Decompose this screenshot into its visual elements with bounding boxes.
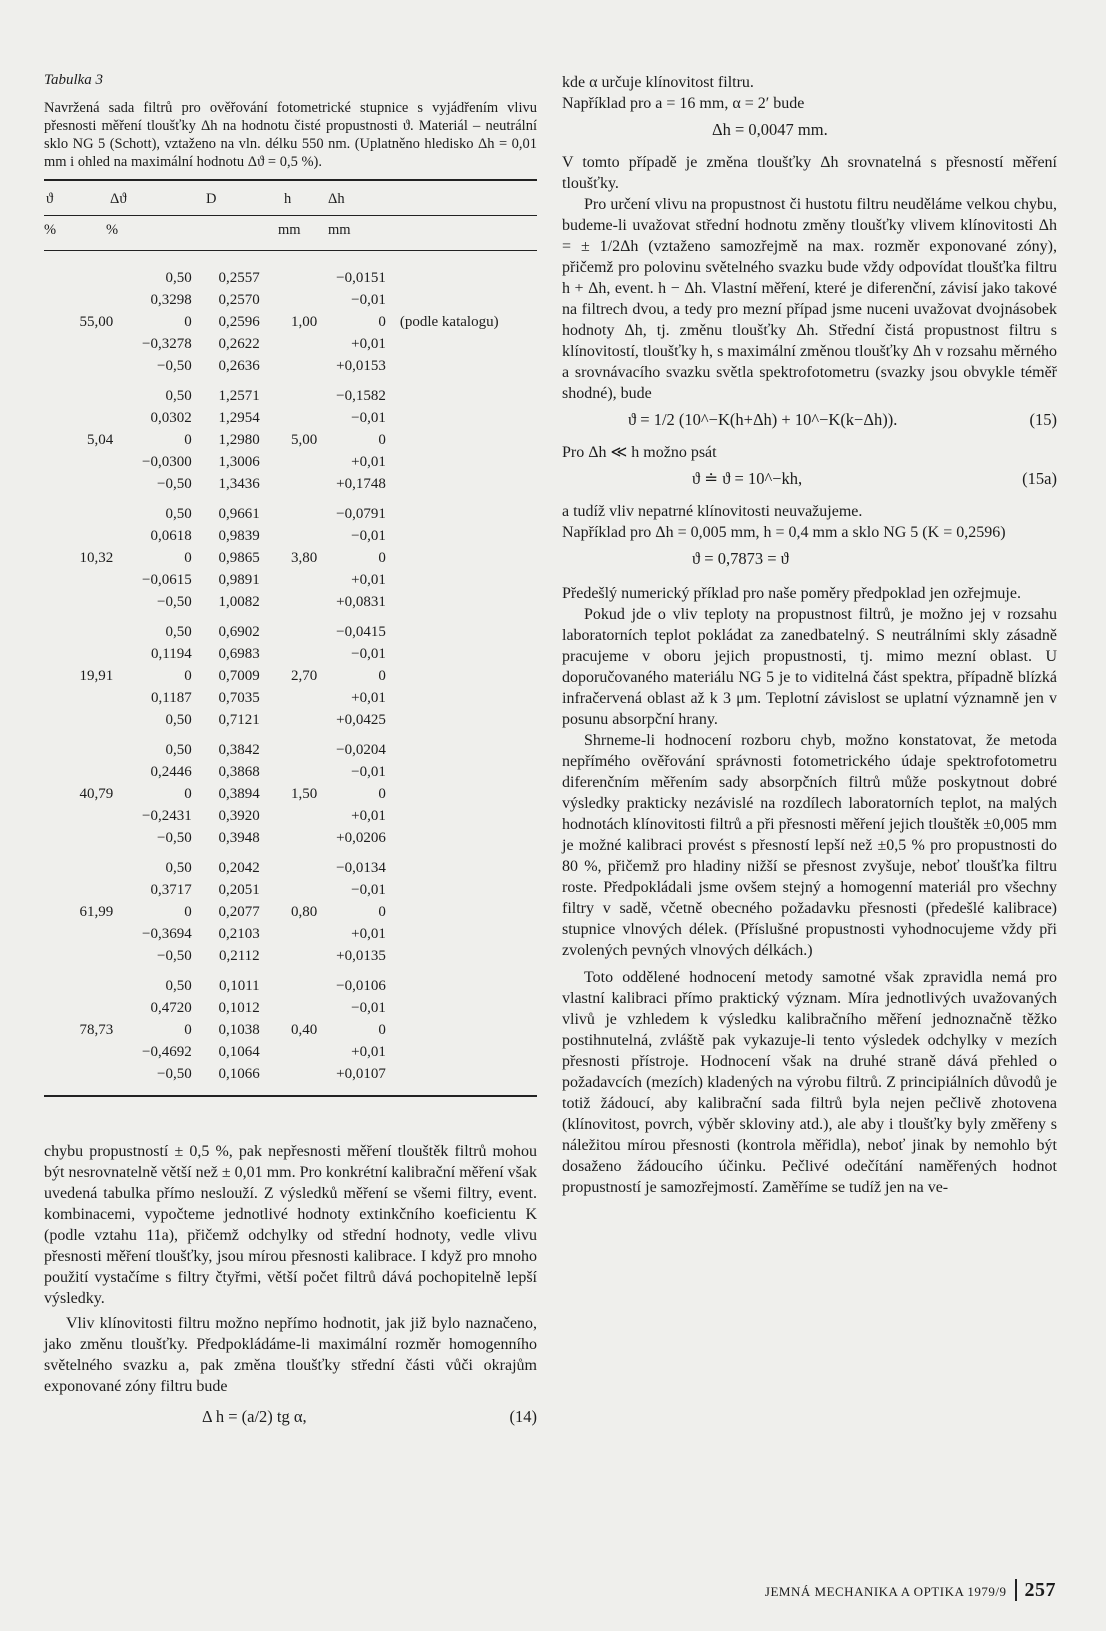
right-para-predesly: Předešlý numerický příklad pro naše poměry předpoklad jen ozřejmuje. [562, 585, 1021, 602]
table-header [44, 181, 537, 207]
cell-delta-h: −0,0134 [336, 860, 386, 876]
cell-h [260, 503, 318, 525]
cell-d: 1,3436 [218, 476, 260, 492]
cell-d: 0,9865 [218, 550, 260, 566]
table-row [44, 761, 537, 783]
cell-theta: 5,04 [87, 432, 114, 448]
cell-delta-h: −0,01 [351, 764, 386, 780]
table-row [44, 945, 537, 967]
table-row [44, 805, 537, 827]
cell-theta [44, 591, 121, 613]
cell-note [386, 1019, 537, 1041]
cell-d: 0,2596 [218, 314, 260, 330]
table-row [44, 857, 537, 879]
cell-h: 3,80 [291, 550, 318, 566]
cell-h [260, 289, 318, 311]
cell-delta-theta: −0,4692 [142, 1044, 192, 1060]
table-title: Tabulka 3 [44, 72, 104, 88]
cell-delta-theta: 0,0302 [150, 410, 192, 426]
group-spacer [44, 495, 537, 503]
cell-delta-h: −0,0791 [336, 506, 386, 522]
cell-h [260, 569, 318, 591]
cell-d: 0,1064 [218, 1044, 260, 1060]
table-row [44, 451, 537, 473]
cell-h [260, 805, 318, 827]
cell-delta-h: −0,01 [351, 646, 386, 662]
cell-delta-theta: 0,50 [165, 388, 192, 404]
cell-note [386, 473, 537, 495]
table-row [44, 665, 537, 687]
cell-delta-theta: 0,1194 [151, 646, 192, 662]
cell-delta-h: +0,01 [351, 1044, 386, 1060]
cell-theta [44, 267, 121, 289]
cell-delta-theta: −0,50 [157, 594, 192, 610]
cell-h [260, 643, 318, 665]
cell-note [386, 569, 537, 591]
cell-h [260, 621, 318, 643]
cell-delta-h: +0,0107 [336, 1066, 386, 1082]
table-row [44, 591, 537, 613]
cell-h [260, 761, 318, 783]
table-row [44, 621, 537, 643]
cell-d: 0,9891 [218, 572, 260, 588]
cell-note [386, 665, 537, 687]
cell-theta [44, 473, 121, 495]
cell-d: 1,0082 [218, 594, 260, 610]
cell-theta [44, 761, 121, 783]
cell-theta [44, 451, 121, 473]
cell-note: (podle katalogu) [399, 314, 499, 330]
table-row [44, 827, 537, 849]
cell-delta-h: +0,01 [351, 690, 386, 706]
cell-h: 5,00 [291, 432, 318, 448]
equation-result [562, 549, 1057, 575]
table-units-rule [44, 250, 537, 251]
cell-theta [44, 739, 121, 761]
table-row [44, 355, 537, 377]
cell-d: 0,3868 [218, 764, 260, 780]
cell-delta-theta: −0,50 [157, 948, 192, 964]
cell-note [386, 827, 537, 849]
table-row [44, 687, 537, 709]
cell-delta-h: −0,01 [351, 410, 386, 426]
cell-delta-h: −0,01 [351, 1000, 386, 1016]
table-row [44, 333, 537, 355]
table-row [44, 1019, 537, 1041]
cell-h [260, 975, 318, 997]
header-delta-h: Δh [328, 191, 345, 207]
table-row [44, 267, 537, 289]
cell-delta-theta: −0,50 [157, 476, 192, 492]
cell-note [386, 525, 537, 547]
cell-h [260, 879, 318, 901]
cell-delta-theta: −0,2431 [142, 808, 192, 824]
table-row [44, 525, 537, 547]
cell-theta [44, 643, 121, 665]
table-row [44, 783, 537, 805]
cell-d: 0,7035 [218, 690, 260, 706]
cell-delta-h: +0,0425 [336, 712, 386, 728]
cell-d: 0,9839 [218, 528, 260, 544]
unit-h: mm [278, 222, 301, 238]
cell-delta-theta: 0,4720 [150, 1000, 192, 1016]
table-row [44, 997, 537, 1019]
cell-d: 0,1066 [218, 1066, 260, 1082]
cell-delta-h: 0 [378, 668, 386, 684]
cell-note [386, 739, 537, 761]
cell-theta [44, 945, 121, 967]
table-row [44, 429, 537, 451]
table-row [44, 1041, 537, 1063]
left-paragraph-2: Vliv klínovitosti filtru možno nepřímo hodnotit, jak již bylo naznačeno, jako změnu tloušťky. Předpokládáme-li maximální rozměr homogenního světelného svazku a, pak změna tloušťky střední části vůči okrajům exponované zóny filtru bude [44, 1315, 537, 1395]
cell-h [260, 709, 318, 731]
table-units [44, 216, 537, 242]
cell-theta: 40,79 [79, 786, 114, 802]
group-spacer [44, 967, 537, 975]
left-column [44, 72, 537, 1439]
cell-h [260, 687, 318, 709]
cell-note [386, 267, 537, 289]
cell-theta [44, 385, 121, 407]
cell-note [386, 975, 537, 997]
cell-note [386, 761, 537, 783]
cell-delta-theta: 0,3717 [150, 882, 192, 898]
cell-delta-theta: 0,50 [165, 624, 192, 640]
cell-theta [44, 407, 121, 429]
table-row [44, 923, 537, 945]
cell-delta-theta: 0,3298 [150, 292, 192, 308]
cell-delta-theta: 0,50 [165, 506, 192, 522]
cell-delta-h: +0,01 [351, 572, 386, 588]
header-delta-theta: Δϑ [110, 191, 127, 207]
cell-h [260, 827, 318, 849]
cell-h: 2,70 [291, 668, 318, 684]
cell-note [386, 997, 537, 1019]
table-row [44, 1063, 537, 1085]
cell-d: 0,6902 [218, 624, 260, 640]
right-para-oddelene: Toto oddělené hodnocení metody samotné však zpravidla nemá pro vlastní kalibraci přímo praktický význam. Míra jednotlivých uvažovaných vlivů je vzhledem k výsledku kalibračního měření jednoznačně těžko postihnutelná, zvláště pak vykazuje-li tento výsledek odchylky v mezích přesnosti přístroje. Hodnocení však na druhé straně dává přehled o požadavcích (mezích) kladených na výrobu filtrů. Z principiálních důvodů je totiž žádoucí, aby kalibrační sada filtrů byla nejen pečlivě zhotovena (klínovitost, povrch, výběr skloviny atd.), ale aby i tloušťky byly změřeny s náležitou mírou přesnosti (kontrola měřidla), neboť jinak by nemohlo být dosaženo žádoucího účinku. Pečlivé odečítání naměřených hodnot propustností je samozřejmostí. Zaměříme se tudíž jen na ve- [562, 969, 1057, 1196]
cell-note [386, 1041, 537, 1063]
cell-theta: 61,99 [79, 904, 114, 920]
cell-h [260, 525, 318, 547]
cell-delta-h: −0,0151 [336, 270, 386, 286]
unit-theta: % [44, 222, 57, 238]
cell-theta [44, 1041, 121, 1063]
right-para-tudiz: a tudíž vliv nepatrné klínovitosti neuvažujeme. [562, 503, 863, 520]
cell-d: 0,7121 [218, 712, 260, 728]
cell-theta [44, 333, 121, 355]
table-row [44, 503, 537, 525]
table-row [44, 385, 537, 407]
cell-theta [44, 355, 121, 377]
left-paragraph-1: chybu propustností ± 0,5 %, pak nepřesnosti měření tlouštěk filtrů mohou být nesrovnatelně větší než ± 0,01 mm. Pro konkrétní kalibrační měření však uvedená tabulka přímo neslouží. Z výsledků měření se všemi filtry, event. kombinacemi, vypočteme jednotlivé hodnoty extinkčního koeficientu K (podle vztahu 11a), přičemž odchylky od střední hodnoty, vedle vlivu přesnosti měření tloušťky, jsou mírou přesnosti kalibrace. I když pro mnoho použití vystačíme s filtry čtyřmi, větší počet filtrů dává pochopitelně lepší výsledky. [44, 1143, 537, 1307]
cell-h: 1,50 [291, 786, 318, 802]
cell-delta-h: +0,01 [351, 454, 386, 470]
cell-note [386, 923, 537, 945]
cell-h [260, 473, 318, 495]
equation-15-number: (15) [1029, 410, 1057, 429]
cell-h [260, 739, 318, 761]
cell-theta [44, 857, 121, 879]
equation-result-body: ϑ = 0,7873 = ϑ [692, 549, 789, 568]
cell-d: 1,2571 [218, 388, 260, 404]
cell-note [386, 621, 537, 643]
cell-delta-theta: 0 [184, 432, 192, 448]
cell-d: 1,2954 [218, 410, 260, 426]
cell-delta-h: 0 [378, 786, 386, 802]
right-para-urceni: Pro určení vlivu na propustnost či hustotu filtru neuděláme velkou chybu, budeme-li uvažovat střední hodnotu změny tloušťky vlivem klínovitosti Δh = ± 1/2Δh (vztaženo samozřejmě na max. rozměr exponované zóny), přičemž pro polovinu světelného svazku bude vždy odpovídat tloušťka filtru h + Δh, event. h − Δh. Vlastní měření, které je diferenční, závisí jako takové na filtrech dvou, a tedy pro mezní případ jsme nuceni uvažovat dvojnásobek hodnoty Δh, tj. změnu tloušťky Δh. Střední čistá propustnost filtru s klínovitostí, tloušťky h, s maximální změnou tloušťky Δh v rozsahu měrného a srovnávacího svazku světla spektrofotometru (svazky jsou obvykle téměř shodné), bude [562, 196, 1057, 402]
cell-d: 0,2103 [218, 926, 260, 942]
cell-d: 0,3920 [218, 808, 260, 824]
cell-h [260, 591, 318, 613]
journal-name: JEMNÁ MECHANIKA A OPTIKA 1979/9 [764, 1584, 1007, 1599]
cell-note [386, 591, 537, 613]
cell-h [260, 1063, 318, 1085]
cell-delta-h: −0,01 [351, 528, 386, 544]
cell-theta [44, 687, 121, 709]
cell-d: 0,6983 [218, 646, 260, 662]
equation-14-number: (14) [509, 1407, 537, 1426]
cell-theta: 10,32 [79, 550, 114, 566]
table-row [44, 473, 537, 495]
cell-delta-h: 0 [378, 314, 386, 330]
cell-h [260, 267, 318, 289]
cell-delta-h: −0,0106 [336, 978, 386, 994]
cell-d: 0,2112 [218, 948, 260, 964]
cell-note [386, 643, 537, 665]
table-row [44, 547, 537, 569]
cell-note [386, 805, 537, 827]
cell-d: 0,2077 [218, 904, 260, 920]
cell-h: 1,00 [291, 314, 318, 330]
right-para-pro-dh: Pro Δh ≪ h možno psát [562, 444, 717, 461]
cell-delta-theta: 0 [184, 550, 192, 566]
cell-note [386, 451, 537, 473]
cell-delta-h: +0,1748 [336, 476, 386, 492]
table-row [44, 643, 537, 665]
cell-note [386, 289, 537, 311]
right-para-shrneme: Shrneme-li hodnocení rozboru chyb, možno konstatovat, že metoda nepřímého ověřování správnosti fotometrického údaje spektrofotometru diferenčním měřením sady absorpčních filtrů může poskytnout dobré výsledky prakticky nezávislé na rozdílech laboratorních teplot, na malých hodnotách klínovitosti filtrů a při přesnosti měření jejich tlouštěk ±0,005 mm je možné kalibraci provést s přesností lepší než ±0,5 % pro propustnosti do 80 %, přičemž pro hladiny nižší se přesnost zvyšuje, neboť tloušťka filtru roste. Předpokládali jsme ovšem stejný a homogenní materiál pro všechny filtry v sadě, včetně obecného požadavku přesnosti (předešlé kalibrace) stupnice vlnových délek. (Příslušné propustnosti vyhodnocujeme vždy při zvolených pevných vlnových délkách.) [562, 732, 1057, 959]
cell-d: 0,3948 [218, 830, 260, 846]
cell-delta-theta: 0 [184, 904, 192, 920]
equation-dh-body: Δh = 0,0047 mm. [712, 120, 828, 139]
equation-14 [44, 1407, 537, 1433]
cell-note [386, 783, 537, 805]
table-row [44, 901, 537, 923]
cell-delta-theta: 0 [184, 314, 192, 330]
cell-note [386, 709, 537, 731]
cell-delta-h: +0,01 [351, 336, 386, 352]
cell-delta-h: +0,0206 [336, 830, 386, 846]
table-row [44, 407, 537, 429]
cell-note [386, 385, 537, 407]
cell-h [260, 945, 318, 967]
cell-d: 0,2622 [218, 336, 260, 352]
cell-delta-theta: 0,50 [165, 270, 192, 286]
cell-d: 0,2557 [218, 270, 260, 286]
cell-h [260, 333, 318, 355]
cell-delta-theta: −0,50 [157, 830, 192, 846]
cell-h [260, 407, 318, 429]
cell-d: 0,1012 [218, 1000, 260, 1016]
cell-delta-theta: 0 [184, 786, 192, 802]
cell-note [386, 857, 537, 879]
cell-d: 1,2980 [218, 432, 260, 448]
equation-15a [562, 469, 1057, 495]
cell-theta [44, 289, 121, 311]
cell-theta [44, 997, 121, 1019]
cell-delta-theta: 0,2446 [150, 764, 192, 780]
cell-delta-theta: 0,50 [165, 860, 192, 876]
cell-theta: 19,91 [79, 668, 114, 684]
cell-delta-h: +0,01 [351, 926, 386, 942]
equation-15-body: ϑ = 1/2 (10^−K(h+Δh) + 10^−K(k−Δh)). [628, 410, 898, 429]
cell-d: 0,2636 [218, 358, 260, 374]
cell-h [260, 997, 318, 1019]
cell-delta-h: 0 [378, 550, 386, 566]
cell-theta [44, 525, 121, 547]
cell-delta-theta: 0,0618 [150, 528, 192, 544]
cell-theta [44, 975, 121, 997]
equation-dh [562, 120, 1057, 146]
page-number: 257 [1015, 1579, 1057, 1601]
cell-delta-theta: −0,0615 [142, 572, 192, 588]
cell-theta [44, 879, 121, 901]
table-caption: Navržená sada filtrů pro ověřování fotometrické stupnice s vyjádřením vlivu přesnosti měření tloušťky Δh na hodnotu čisté propustnosti ϑ. Materiál – neutrální sklo NG 5 (Schott), vztaženo na vln. délku 550 nm. (Uplatněno hledisko Δh = 0,01 mm i ohled na maximální hodnotu Δϑ = 0,5 %). [44, 100, 537, 170]
group-spacer [44, 613, 537, 621]
equation-15 [562, 410, 1057, 436]
cell-theta [44, 805, 121, 827]
cell-delta-theta: 0 [184, 1022, 192, 1038]
table-row [44, 311, 537, 333]
group-spacer [44, 731, 537, 739]
cell-delta-theta: 0,50 [165, 978, 192, 994]
cell-delta-h: −0,1582 [336, 388, 386, 404]
cell-delta-theta: −0,3694 [142, 926, 192, 942]
cell-theta [44, 621, 121, 643]
cell-h [260, 1041, 318, 1063]
cell-delta-h: −0,01 [351, 292, 386, 308]
cell-theta [44, 827, 121, 849]
table-row [44, 569, 537, 591]
cell-delta-h: 0 [378, 904, 386, 920]
table-row [44, 975, 537, 997]
cell-note [386, 945, 537, 967]
right-para-napriklad: Například pro a = 16 mm, α = 2′ bude [562, 95, 805, 112]
cell-d: 1,3006 [218, 454, 260, 470]
header-theta: ϑ [46, 191, 54, 207]
cell-h [260, 385, 318, 407]
cell-d: 0,3842 [218, 742, 260, 758]
cell-theta [44, 1063, 121, 1085]
cell-delta-theta: −0,3278 [142, 336, 192, 352]
cell-theta: 78,73 [79, 1022, 114, 1038]
right-para-kde: kde α určuje klínovitost filtru. [562, 74, 754, 91]
equation-14-body: Δ h = (a/2) tg α, [202, 1407, 307, 1426]
cell-d: 0,2042 [218, 860, 260, 876]
cell-delta-theta: 0 [184, 668, 192, 684]
table-row [44, 739, 537, 761]
cell-note [386, 333, 537, 355]
cell-d: 0,2051 [218, 882, 260, 898]
unit-delta-h: mm [328, 222, 351, 238]
right-para-teplota: Pokud jde o vliv teploty na propustnost filtrů, je možno jej v rozsahu laboratorních teplot pokládat za zanedbatelný. S neutrálními skly zásadně pracujeme v oboru jejich propustnosti, tj. mimo mezní oblast. U doporučovaného materiálu NG 5 je to viditelná část spektra, případně blízká infračervená oblast až k 3 μm. Teplotní závislost se uplatní významně jen v posunu absorpční hrany. [562, 606, 1057, 728]
cell-delta-theta: 0,1187 [151, 690, 192, 706]
cell-note [386, 687, 537, 709]
cell-d: 0,9661 [218, 506, 260, 522]
cell-d: 0,7009 [218, 668, 260, 684]
right-column [562, 72, 1057, 1198]
cell-delta-theta: −0,50 [157, 1066, 192, 1082]
equation-15a-body: ϑ ≐ ϑ = 10^−kh, [692, 469, 803, 488]
cell-h [260, 923, 318, 945]
cell-note [386, 355, 537, 377]
cell-delta-h: +0,0831 [336, 594, 386, 610]
cell-h [260, 355, 318, 377]
header-h: h [284, 191, 292, 207]
cell-theta [44, 923, 121, 945]
cell-note [386, 1063, 537, 1085]
cell-delta-h: +0,0153 [336, 358, 386, 374]
equation-15a-number: (15a) [1022, 469, 1057, 488]
cell-d: 0,1011 [218, 978, 260, 994]
cell-d: 0,1038 [218, 1022, 260, 1038]
cell-h [260, 857, 318, 879]
table-row [44, 879, 537, 901]
cell-delta-theta: −0,50 [157, 358, 192, 374]
cell-h [260, 451, 318, 473]
right-para-napriklad-2: Například pro Δh = 0,005 mm, h = 0,4 mm a sklo NG 5 (K = 0,2596) [562, 524, 1006, 541]
cell-h: 0,40 [291, 1022, 318, 1038]
table-row [44, 289, 537, 311]
cell-d: 0,2570 [218, 292, 260, 308]
cell-d: 0,3894 [218, 786, 260, 802]
cell-delta-h: +0,0135 [336, 948, 386, 964]
cell-theta: 55,00 [79, 314, 114, 330]
table-row [44, 709, 537, 731]
cell-delta-theta: 0,50 [165, 712, 192, 728]
cell-note [386, 503, 537, 525]
cell-delta-theta: −0,0300 [142, 454, 192, 470]
cell-h: 0,80 [291, 904, 318, 920]
right-para-tomto: V tomto případě je změna tloušťky Δh srovnatelná s přesností měření tloušťky. [562, 154, 1057, 192]
cell-delta-h: 0 [378, 432, 386, 448]
cell-note [386, 879, 537, 901]
data-table [44, 267, 537, 1085]
cell-note [386, 901, 537, 923]
cell-delta-h: −0,0415 [336, 624, 386, 640]
cell-note [386, 429, 537, 451]
unit-delta-theta: % [106, 222, 119, 238]
cell-theta [44, 709, 121, 731]
cell-delta-h: 0 [378, 1022, 386, 1038]
cell-delta-h: −0,01 [351, 882, 386, 898]
group-spacer [44, 377, 537, 385]
page-footer [765, 1579, 1056, 1602]
header-d: D [206, 191, 217, 207]
cell-delta-h: +0,01 [351, 808, 386, 824]
cell-delta-h: −0,0204 [336, 742, 386, 758]
cell-theta [44, 569, 121, 591]
cell-delta-theta: 0,50 [165, 742, 192, 758]
cell-note [386, 547, 537, 569]
group-spacer [44, 849, 537, 857]
cell-note [386, 407, 537, 429]
cell-theta [44, 503, 121, 525]
